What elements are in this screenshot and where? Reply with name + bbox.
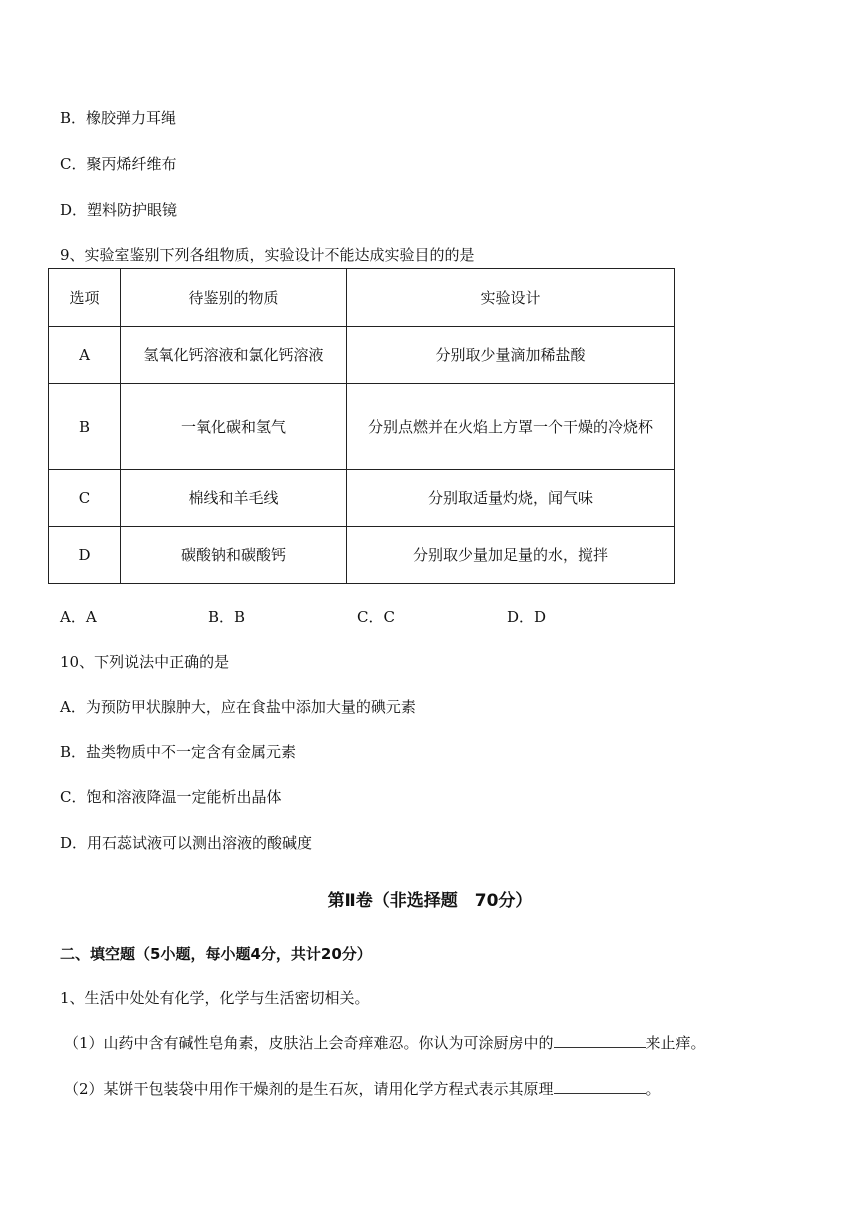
q8-option-d: D．塑料防护眼镜	[60, 201, 178, 219]
table-row	[49, 527, 675, 584]
row-option: D	[49, 527, 121, 584]
header-design: 实验设计	[347, 269, 675, 327]
row-substances: 氢氧化钙溶液和氯化钙溶液	[121, 327, 347, 384]
fill-q1-part2	[64, 1079, 661, 1099]
fill-in-section-heading: 二、填空题（5小题，每小题4分，共计20分）	[60, 945, 372, 963]
q9-table	[48, 268, 675, 584]
q8-option-b: B．橡胶弹力耳绳	[60, 109, 177, 127]
fill-q1-part1	[64, 1033, 706, 1053]
row-design: 分别点燃并在火焰上方罩一个干燥的冷烧杯	[347, 384, 675, 470]
answer-blank[interactable]	[554, 1033, 646, 1048]
table-row	[49, 384, 675, 470]
q9-answer-c: C．C	[357, 608, 395, 626]
answer-blank[interactable]	[554, 1079, 646, 1094]
q9-stem: 9、实验室鉴别下列各组物质，实验设计不能达成实验目的的是	[60, 246, 475, 264]
row-substances: 碳酸钠和碳酸钙	[121, 527, 347, 584]
fill-q1-stem: 1、生活中处处有化学，化学与生活密切相关。	[60, 989, 370, 1007]
q9-answer-a: A．A	[60, 608, 97, 626]
row-option: C	[49, 470, 121, 527]
row-design: 分别取少量加足量的水，搅拌	[347, 527, 675, 584]
row-substances: 一氧化碳和氢气	[121, 384, 347, 470]
q10-option-d: D．用石蕊试液可以测出溶液的酸碱度	[60, 834, 313, 852]
table-row	[49, 327, 675, 384]
table-header-row	[49, 269, 675, 327]
fill-q1-part2-text: （2）某饼干包装袋中用作干燥剂的是生石灰，请用化学方程式表示其原理	[64, 1080, 554, 1098]
q8-option-c: C．聚丙烯纤维布	[60, 155, 177, 173]
part2-title: 第Ⅱ卷（非选择题 70分）	[327, 891, 533, 911]
q10-option-a: A．为预防甲状腺肿大，应在食盐中添加大量的碘元素	[60, 698, 416, 716]
row-design: 分别取少量滴加稀盐酸	[347, 327, 675, 384]
header-option: 选项	[49, 269, 121, 327]
q10-stem: 10、下列说法中正确的是	[60, 653, 230, 671]
table-row	[49, 470, 675, 527]
header-substances: 待鉴别的物质	[121, 269, 347, 327]
row-substances: 棉线和羊毛线	[121, 470, 347, 527]
fill-q1-part1-tail: 来止痒。	[645, 1034, 706, 1052]
fill-q1-part1-text: （1）山药中含有碱性皂角素，皮肤沾上会奇痒难忍。你认为可涂厨房中的	[64, 1034, 554, 1052]
q9-answer-d: D．D	[507, 608, 547, 626]
q10-option-b: B．盐类物质中不一定含有金属元素	[60, 743, 297, 761]
q10-option-c: C．饱和溶液降温一定能析出晶体	[60, 788, 282, 806]
q9-answer-b: B．B	[208, 608, 246, 626]
fill-q1-part2-tail: 。	[645, 1080, 661, 1098]
row-option: A	[49, 327, 121, 384]
row-option: B	[49, 384, 121, 470]
row-design: 分别取适量灼烧，闻气味	[347, 470, 675, 527]
